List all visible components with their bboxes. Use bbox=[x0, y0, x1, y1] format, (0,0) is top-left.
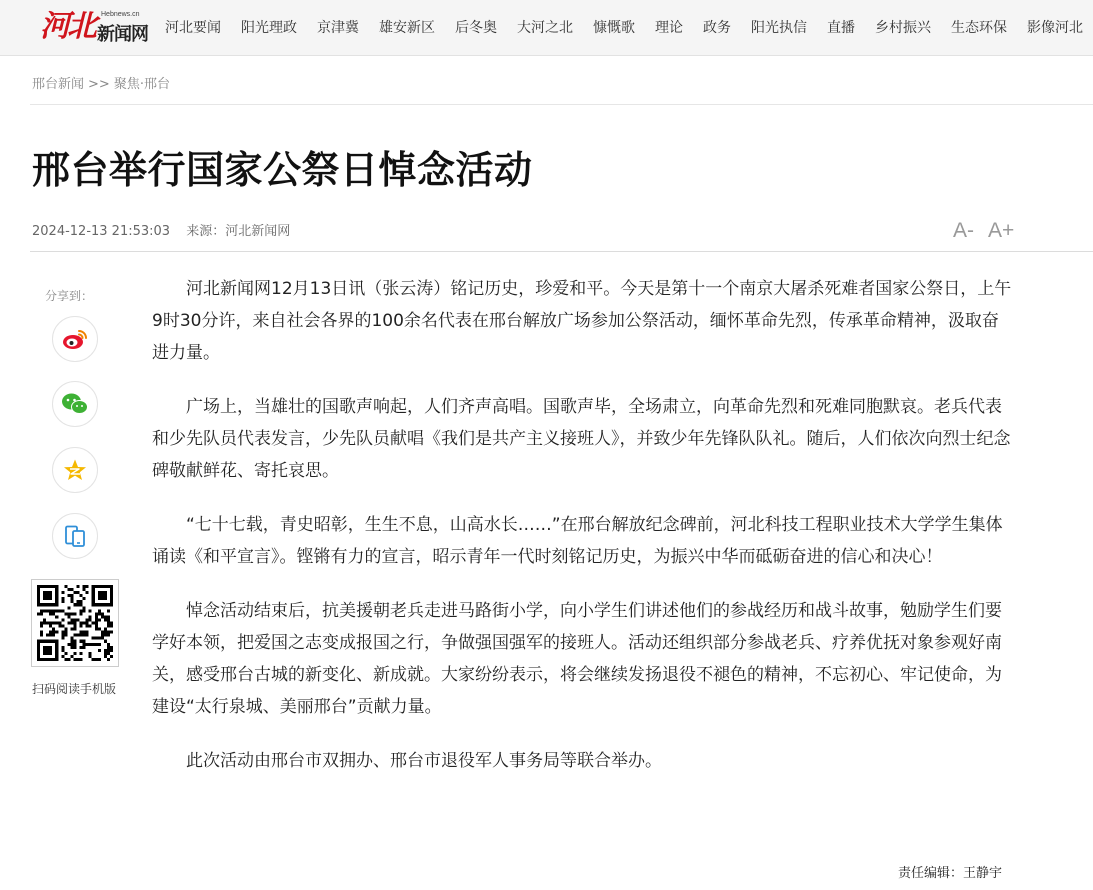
nav-item-rural-revival[interactable]: 乡村振兴 bbox=[875, 20, 931, 36]
breadcrumb-divider bbox=[30, 104, 1093, 105]
nav-item-xiongan[interactable]: 雄安新区 bbox=[379, 20, 435, 36]
site-logo[interactable] bbox=[40, 6, 150, 48]
breadcrumb-current-link[interactable]: 聚焦·邢台 bbox=[113, 77, 170, 92]
article-paragraph-3: “七十七载，青史昭彰，生生不息，山高水长……”在邢台解放纪念碑前，河北科技工程职业技术大学学生集体诵读《和平宣言》。铿锵有力的宣言，昭示青年一代时刻铭记历史，为振兴中华而砥砺奋进的信心和决心！ bbox=[152, 515, 1003, 567]
logo-name: 新闻网 bbox=[97, 24, 148, 45]
mobile-icon bbox=[63, 524, 87, 548]
share-mobile-button[interactable] bbox=[52, 513, 98, 559]
article-paragraph-4: 悼念活动结束后，抗美援朝老兵走进马路街小学，向小学生们讲述他们的参战经历和战斗故事，勉励学生们要学好本领，把爱国之志变成报国之行，争做强国强军的接班人。活动还组织部分参战老兵、疗养优抚对象参观好南关，感受邢台古城的新变化、新成就。大家纷纷表示，将会继续发扬退役不褪色的精神，不忘初心、牢记使命，为建设“太行泉城、美丽邢台”贡献力量。 bbox=[152, 601, 1002, 717]
nav-item-post-olympics[interactable]: 后冬奥 bbox=[455, 20, 497, 36]
qzone-star-icon bbox=[63, 458, 87, 482]
logo-text bbox=[97, 7, 149, 47]
article-source: 河北新闻网 bbox=[225, 224, 291, 239]
share-label: 分享到： bbox=[45, 289, 94, 303]
share-qzone-button[interactable] bbox=[52, 447, 98, 493]
article-paragraph-5: 此次活动由邢台市双拥办、邢台市退役军人事务局等联合举办。 bbox=[186, 751, 662, 771]
nav-item-sunshine-credit[interactable]: 阳光执信 bbox=[751, 20, 807, 36]
nav-item-live[interactable]: 直播 bbox=[827, 20, 855, 36]
nav-item-kangkai-ge[interactable]: 慷慨歌 bbox=[593, 20, 635, 36]
nav-item-ecology[interactable]: 生态环保 bbox=[951, 20, 1007, 36]
nav-item-theory[interactable]: 理论 bbox=[655, 20, 683, 36]
main-nav bbox=[155, 0, 1093, 56]
nav-item-images-hebei[interactable]: 影像河北 bbox=[1027, 20, 1083, 36]
wechat-icon bbox=[61, 392, 89, 416]
breadcrumb-separator: >> bbox=[88, 77, 110, 92]
article-paragraph-2: 广场上，当雄壮的国歌声响起，人们齐声高唱。国歌声毕，全场肃立，向革命先烈和死难同胞默哀。老兵代表和少先队员代表发言，少先队员献唱《我们是共产主义接班人》，并致少年先锋队队礼。随后，人们依次向烈士纪念碑敬献鲜花、寄托哀思。 bbox=[152, 397, 1011, 481]
nav-item-hebei-news[interactable]: 河北要闻 bbox=[165, 20, 221, 36]
article-datetime: 2024-12-13 21:53:03 bbox=[32, 224, 171, 239]
breadcrumb bbox=[32, 73, 170, 92]
meta-divider bbox=[30, 251, 1093, 252]
qr-caption: 扫码阅读手机版 bbox=[32, 682, 117, 696]
qr-code bbox=[31, 579, 119, 667]
breadcrumb-home-link[interactable]: 邢台新闻 bbox=[32, 77, 85, 92]
article-meta bbox=[32, 220, 290, 239]
nav-item-sunshine-politics[interactable]: 阳光理政 bbox=[241, 20, 297, 36]
qr-code-image bbox=[37, 585, 113, 661]
share-wechat-button[interactable] bbox=[52, 381, 98, 427]
font-increase-button[interactable]: A+ bbox=[988, 219, 1015, 242]
share-weibo-button[interactable] bbox=[52, 316, 98, 362]
article-paragraph-1: 河北新闻网12月13日讯（张云涛）铭记历史，珍爱和平。今天是第十一个南京大屠杀死难者国家公祭日，上午9时30分许，来自社会各界的100余名代表在邢台解放广场参加公祭活动，缅怀革命先烈，传承革命精神，汲取奋进力量。 bbox=[152, 279, 1012, 363]
source-label: 来源： bbox=[186, 224, 226, 239]
weibo-icon bbox=[62, 328, 88, 350]
font-size-controls bbox=[953, 219, 1014, 243]
top-nav-bar bbox=[0, 0, 1093, 56]
nav-item-government[interactable]: 政务 bbox=[703, 20, 731, 36]
nav-item-dahe-north[interactable]: 大河之北 bbox=[517, 20, 573, 36]
logo-mark: 河北 bbox=[40, 9, 94, 44]
logo-url: Hebnews.cn bbox=[101, 11, 140, 18]
article-body bbox=[152, 273, 1012, 799]
article-title: 邢台举行国家公祭日悼念活动 bbox=[32, 148, 533, 192]
font-decrease-button[interactable]: A- bbox=[953, 219, 974, 242]
nav-item-jingjinji[interactable]: 京津冀 bbox=[317, 20, 359, 36]
responsible-editor: 责任编辑：王静宇 bbox=[898, 866, 1003, 881]
